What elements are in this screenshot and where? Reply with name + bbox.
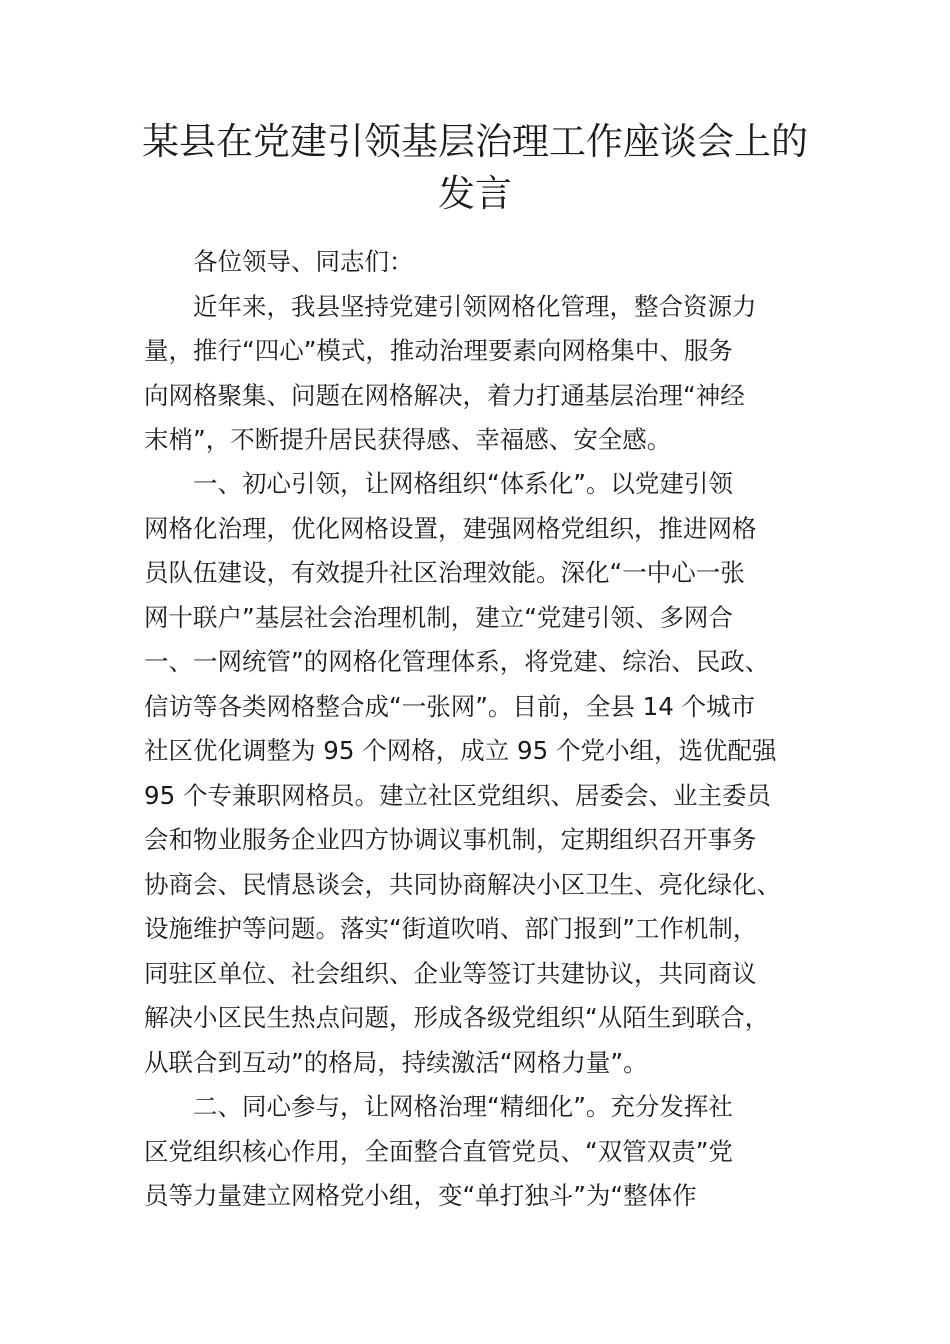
- body-line: 网格化治理，优化网格设置，建强网格党组织，推进网格: [144, 514, 757, 543]
- body-line: 信访等各类网格整合成“一张网”。目前，全县 14 个城市: [144, 692, 756, 721]
- body-line: 同驻区单位、社会组织、企业等签订共建协议，共同商议: [144, 959, 757, 988]
- body-line: 网十联户”基层社会治理机制，建立“党建引领、多网合: [144, 603, 733, 632]
- body-line: 末梢”，不断提升居民获得感、幸福感、安全感。: [144, 425, 672, 454]
- body-line: 从联合到互动”的格局，持续激活“网格力量”。: [144, 1048, 648, 1077]
- document-title: [120, 116, 830, 220]
- title-line-2: 发言: [438, 172, 512, 215]
- title-line-1: 某县在党建引领基层治理工作座谈会上的: [142, 120, 808, 163]
- salutation: 各位领导、同志们：: [193, 247, 414, 276]
- section-heading-line: 一、初心引领，让网格组织“体系化”。以党建引领: [193, 469, 733, 498]
- body-line: 员等力量建立网格党小组，变“单打独斗”为“整体作: [144, 1181, 697, 1210]
- body-line: 向网格聚集、问题在网格解决，着力打通基层治理“神经: [144, 381, 745, 410]
- body-line: 量，推行“四心”模式，推动治理要素向网格集中、服务: [144, 336, 733, 365]
- body-line: 区党组织核心作用，全面整合直管党员、“双管双责”党: [144, 1137, 733, 1166]
- body-line: 协商会、民情恳谈会，共同协商解决小区卫生、亮化绿化、: [144, 870, 781, 899]
- body-line: 近年来，我县坚持党建引领网格化管理，整合资源力: [193, 292, 757, 321]
- section-heading-line: 二、同心参与，让网格治理“精细化”。充分发挥社: [193, 1092, 733, 1121]
- body-line: 一、一网统管”的网格化管理体系，将党建、综治、民政、: [144, 647, 770, 676]
- body-line: 设施维护等问题。落实“街道吹哨、部门报到”工作机制，: [144, 914, 758, 943]
- body-line: 95 个专兼职网格员。建立社区党组织、居委会、业主委员: [144, 781, 771, 810]
- body-line: 社区优化调整为 95 个网格，成立 95 个党小组，选优配强: [144, 736, 777, 765]
- body-line: 解决小区民生热点问题，形成各级党组织“从陌生到联合，: [144, 1003, 770, 1032]
- body-line: 会和物业服务企业四方协调议事机制，定期组织召开事务: [144, 825, 757, 854]
- body-line: 员队伍建设，有效提升社区治理效能。深化“一中心一张: [144, 558, 745, 587]
